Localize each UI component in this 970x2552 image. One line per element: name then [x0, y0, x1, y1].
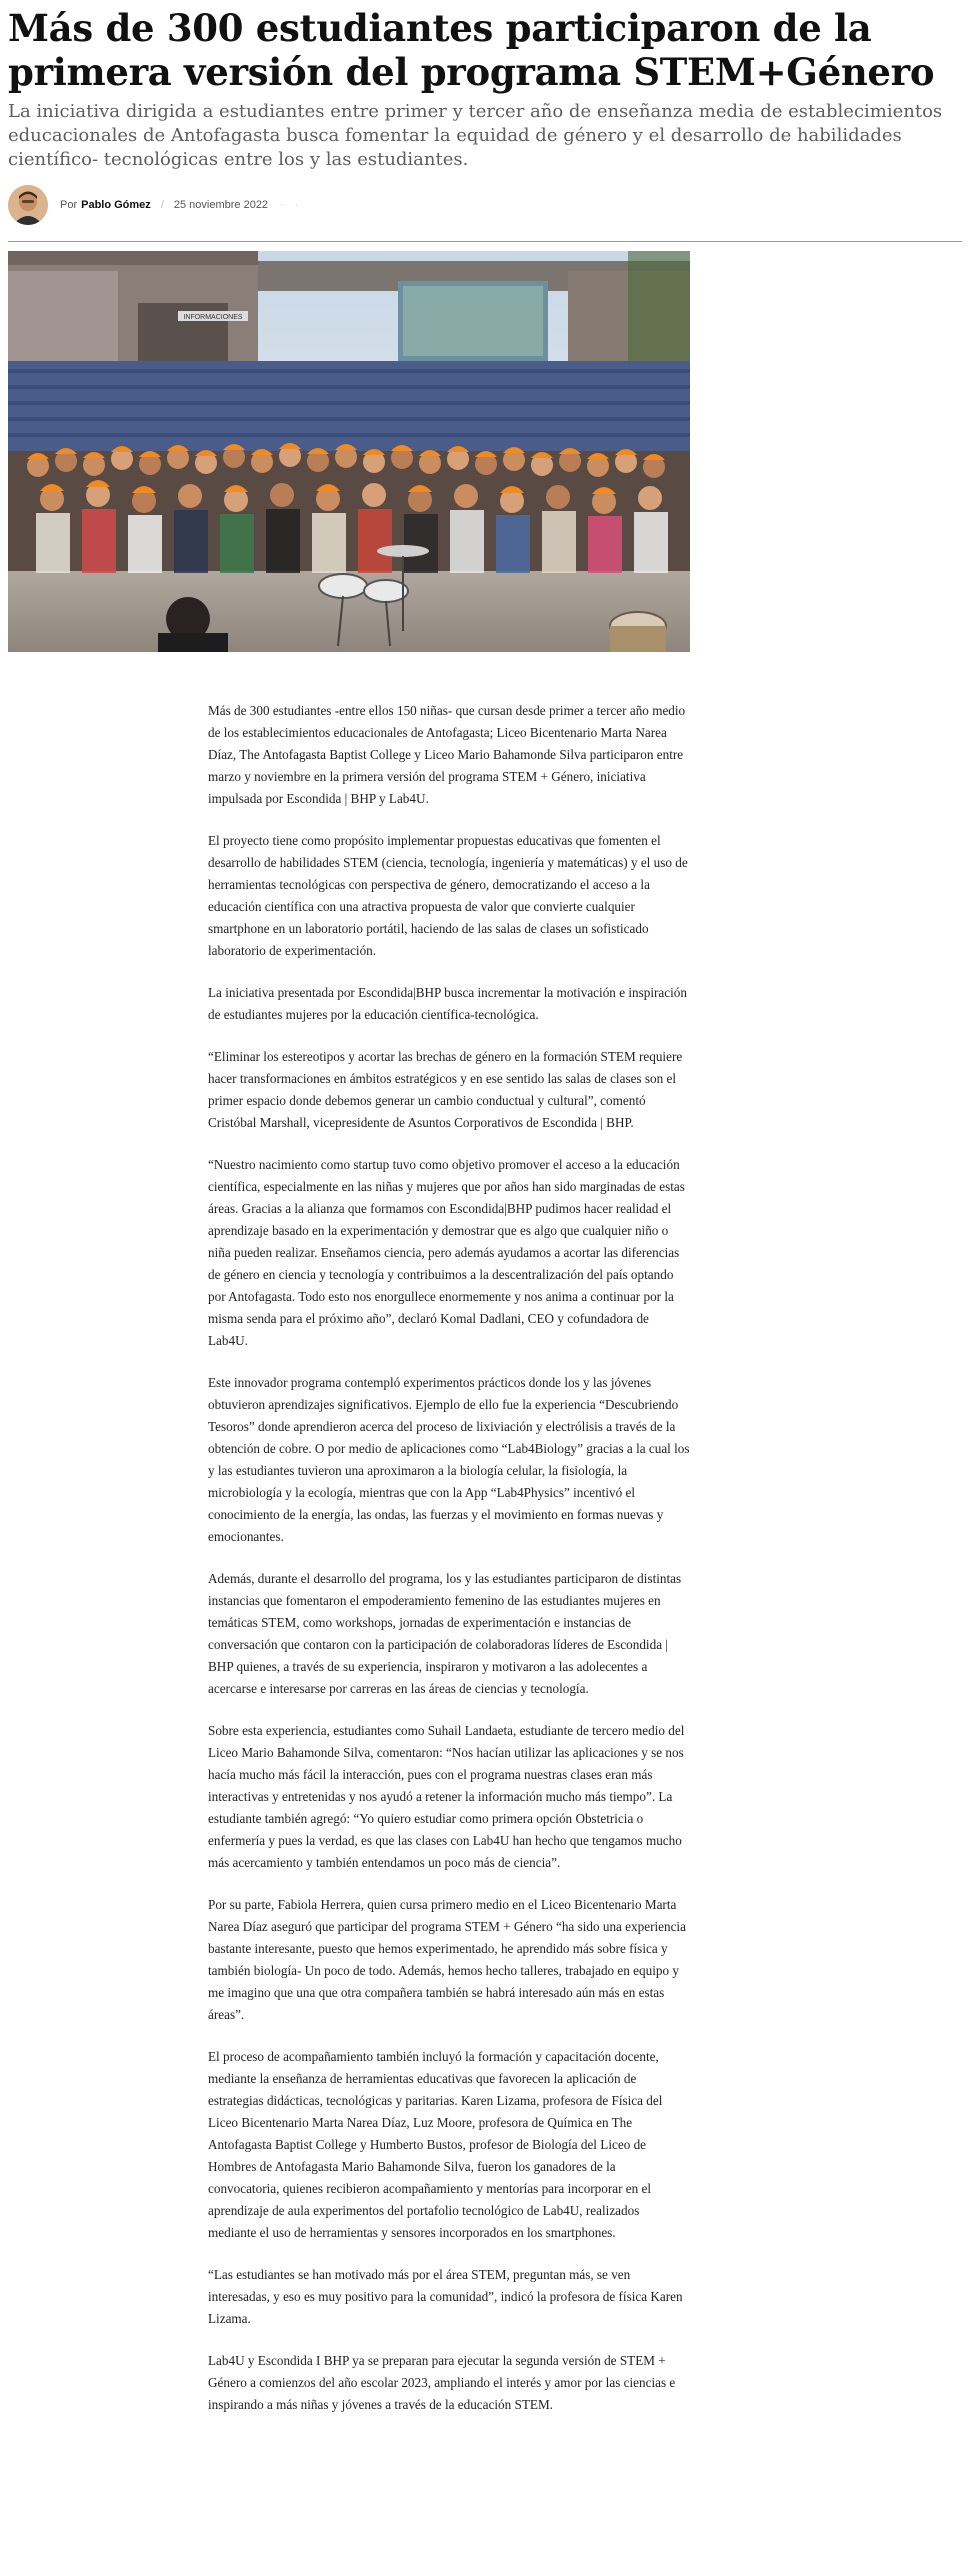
article-paragraph: “Eliminar los estereotipos y acortar las brechas de género en la formación STEM requiere hacer transformaciones en ámbitos estratégicos y en ese sentido las salas de clases son el primer espacio donde debemos generar un cambio conductual y cultural”, comentó Cristóbal Marshall, vicepresidente de Asuntos Corporativos de Escondida | BHP.: [208, 1049, 683, 1130]
article-subtitle: La iniciativa dirigida a estudiantes entre primer y tercer año de enseñanza media de establecimientos educacionales de Antofagasta busca fomentar la equidad de género y el desarrollo de habilidades científico- tecnológicas entre los y las estudiantes.: [8, 101, 943, 170]
article-paragraph: Además, durante el desarrollo del programa, los y las estudiantes participaron de distintas instancias que fomentaron el empoderamiento femenino de las estudiantes mujeres en temáticas STEM, como workshops, jornadas de experimentación e instancias de conversación que contaron con la participación de colaboradoras líderes de Escondida | BHP quienes, a través de su experiencia, inspiraron y motivaron a las adolecentes a acercarse e interesarse por carreras en las áreas de ciencias y tecnología.: [208, 1571, 682, 1696]
author-avatar-image: [8, 185, 48, 225]
author-avatar[interactable]: [8, 185, 48, 225]
byline-separator: /: [160, 199, 164, 211]
header-divider: [8, 241, 962, 242]
byline: [8, 184, 508, 226]
author-link[interactable]: Pablo Gómez: [81, 199, 151, 211]
article-paragraph: “Las estudiantes se han motivado más por el área STEM, preguntan más, se ven interesadas, y eso es muy positivo para la comunidad”, indicó la profesora de física Karen Lizama.: [208, 2267, 683, 2326]
banner-text: INFORMACIONES: [183, 314, 243, 321]
share-dots-icon[interactable]: · ·: [280, 199, 303, 211]
article-paragraph: El proceso de acompañamiento también incluyó la formación y capacitación docente, mediante la enseñanza de herramientas educativas que favorecen la aplicación de estrategias didácticas, tecnológicas y paritarias. Karen Lizama, profesora de Física del Liceo Bicentenario Marta Narea Díaz, Luz Moore, profesora de Química en The Antofagasta Baptist College y Humberto Bustos, profesor de Biología del Liceo de Hombres de Antofagasta Mario Bahamonde Silva, fueron los ganadores de la convocatoria, quienes recibieron acompañamiento y mentorías para incorporar en el aprendizaje de aula experimentos del portafolio tecnológico de Lab4U, realizados mediante el uso de herramientas y sensores incorporados en los smartphones.: [208, 2049, 663, 2240]
article-paragraph: La iniciativa presentada por Escondida|BHP busca incrementar la motivación e inspiración de estudiantes mujeres por la educación científica-tecnológica.: [208, 985, 687, 1022]
byline-by-label: Por: [60, 199, 78, 211]
article-paragraph: Lab4U y Escondida I BHP ya se preparan para ejecutar la segunda versión de STEM + Género a comienzos del año escolar 2023, ampliando el interés y amor por las ciencias e inspirando a más niñas y jóvenes a través de la educación STEM.: [208, 2353, 676, 2412]
article-hero-image: [8, 251, 690, 652]
article-paragraph: “Nuestro nacimiento como startup tuvo como objetivo promover el acceso a la educación científica, especialmente en las niñas y mujeres que por años han sido marginadas de estas áreas. Gracias a la alianza que formamos con Escondida|BHP pudimos hacer realidad el aprendizaje basado en la experimentación y demostrar que es algo que cualquier niño o niña pueden realizar. Enseñamos ciencia, pero además ayudamos a acortar las diferencias de género en ciencia y tecnología y contribuimos a la descentralización del país optando por Antofagasta. Todo esto nos enorgullece enormemente y nos anima a continuar por la misma senda para el próximo año”, declaró Komal Dadlani, CEO y cofundadora de Lab4U.: [208, 1157, 685, 1348]
article-title: Más de 300 estudiantes participaron de la primera versión del programa STEM+Género: [8, 6, 935, 94]
article-paragraph: Más de 300 estudiantes -entre ellos 150 niñas- que cursan desde primer a tercer año medio de los establecimientos educacionales de Antofagasta; Liceo Bicentenario Marta Narea Díaz, The Antofagasta Baptist College y Liceo Mario Bahamonde Silva participaron entre marzo y noviembre en la primera versión del programa STEM + Género, iniciativa impulsada por Escondida | BHP y Lab4U.: [208, 703, 686, 806]
article-body: [208, 700, 690, 2436]
group-photo: [8, 251, 690, 652]
publish-date: 25 noviembre 2022: [173, 199, 269, 211]
article-paragraph: Este innovador programa contempló experimentos prácticos donde los y las jóvenes obtuvieron aprendizajes significativos. Ejemplo de ello fue la experiencia “Descubriendo Tesoros” donde aprendieron acerca del proceso de lixiviación y electrólisis a través de la obtención de cobre. O por medio de aplicaciones como “Lab4Biology” gracias a la cual los y las estudiantes tuvieron una aproximaron a la biología celular, la fisiología, la microbiología y la ecología, mientras que con la App “Lab4Physics” incentivó el conocimiento de la energía, las ondas, las fuerzas y el movimiento en formas nuevas y emocionantes.: [208, 1375, 690, 1544]
article-paragraph: El proyecto tiene como propósito implementar propuestas educativas que fomenten el desarrollo de habilidades STEM (ciencia, tecnología, ingeniería y matemáticas) y el uso de herramientas tecnológicas con perspectiva de género, democratizando el acceso a la educación científica con una atractiva propuesta de valor que convierte cualquier smartphone en un laboratorio portátil, haciendo de las salas de clases un sofisticado laboratorio de experimentación.: [208, 833, 688, 958]
article-paragraph: Por su parte, Fabiola Herrera, quien cursa primero medio en el Liceo Bicentenario Marta Narea Díaz aseguró que participar del programa STEM + Género “ha sido una experiencia bastante interesante, puesto que hemos experimentado, he aprendido más sobre física y también biología- Un poco de todo. Además, hemos hecho talleres, trabajado en equipo y me imagino que una que otra compañera también se habrá interesado aún más en estas áreas”.: [208, 1897, 686, 2022]
article-paragraph: Sobre esta experiencia, estudiantes como Suhail Landaeta, estudiante de tercero medio del Liceo Mario Bahamonde Silva, comentaron: “Nos hacían utilizar las aplicaciones y se nos hacía mucho más fácil la interacción, pues con el programa nuestras clases eran más interactivas y entretenidas y nos ayudó a retener la información mucho más tiempo”. La estudiante también agregó: “Yo quiero estudiar como primera opción Obstetricia o enfermería y pues la verdad, es que las clases con Lab4U han hecho que tengamos mucho más acercamiento y también entendamos un poco más de ciencia”.: [208, 1723, 685, 1870]
